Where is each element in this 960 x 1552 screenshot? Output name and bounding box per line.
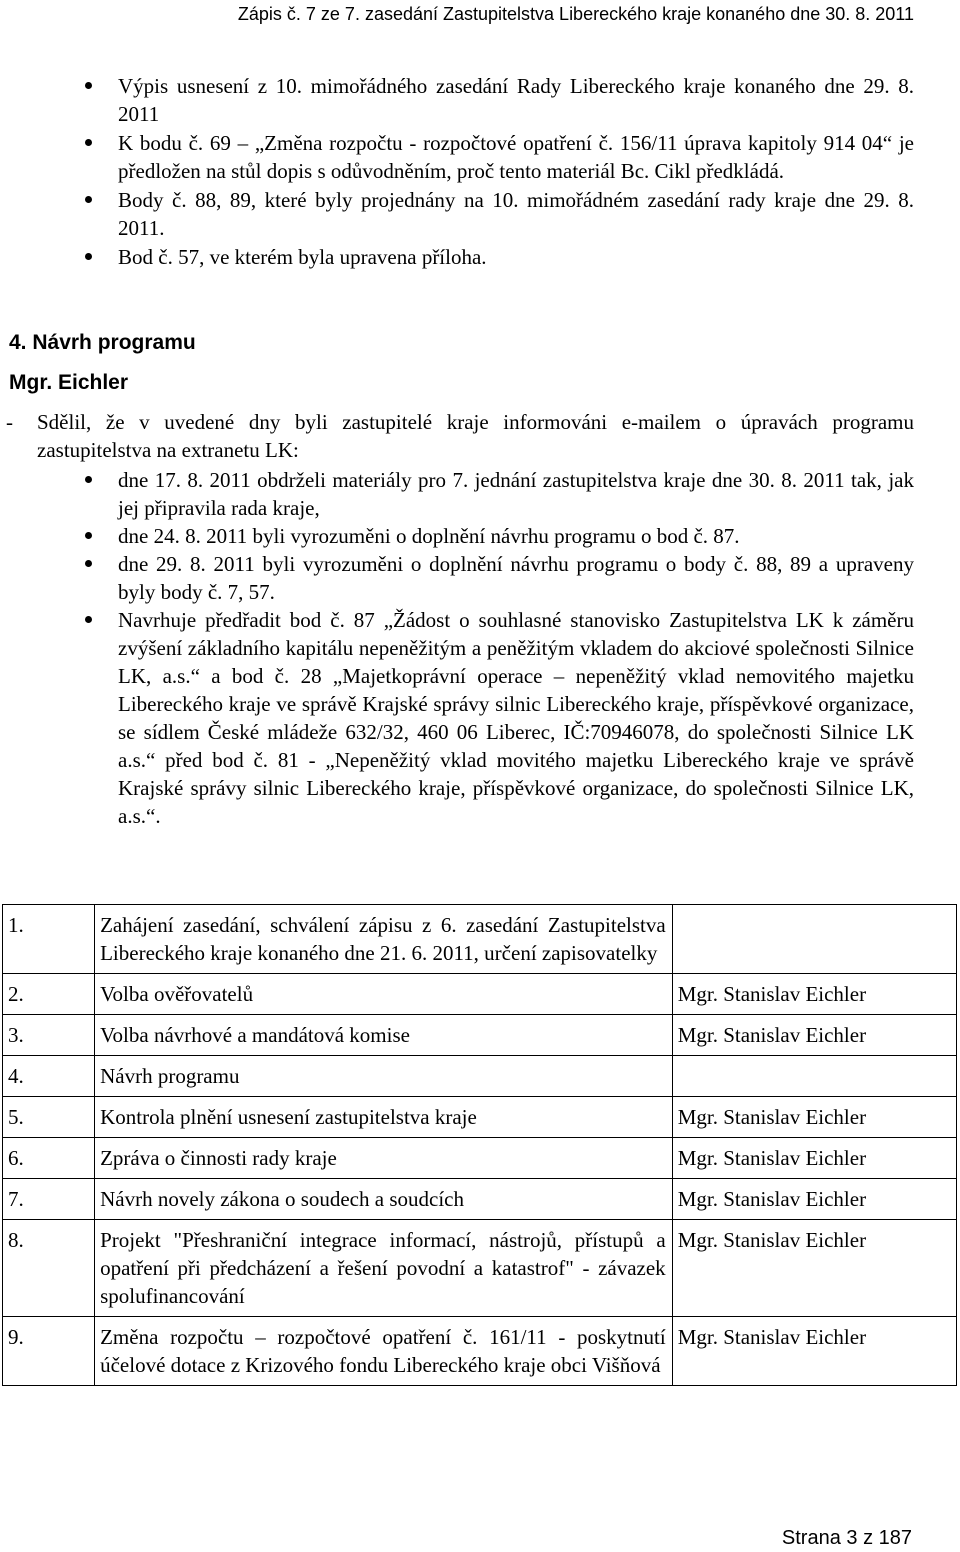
bullet-icon: [85, 616, 92, 623]
dash-text: Sdělil, že v uvedené dny byli zastupitelé kraje informováni e-mailem o úpravách programu zastupitelstva na extranetu LK:: [37, 410, 914, 462]
bullet-icon: [85, 476, 92, 483]
bullet-text: Navrhuje předřadit bod č. 87 „Žádost o souhlasné stanovisko Zastupitelstva LK k záměru zvýšení základního kapitálu nepeněžitým a peněžitým vkladem do akciové společnosti Silnice LK, a.s.“ a bod č. 28 „Majetkoprávní operace – nepeněžitý vklad nemovitého majetku Libereckého kraje ve správě Krajské správy silnic Libereckého kraje, příspěvkové organizace, se sídlem České mládeže 632/32, 460 06 Liberec, IČ:70946078, do společnosti Silnice LK a.s.“ před bod č. 81 - „Nepeněžitý vklad movitého majetku Libereckého kraje ve správě Krajské správy silnic Libereckého kraje, příspěvkové organizace, do společnosti Silnice LK, a.s.“.: [118, 608, 914, 828]
item-presenter: Mgr. Stanislav Eichler: [672, 974, 956, 1015]
item-presenter: Mgr. Stanislav Eichler: [672, 1097, 956, 1138]
table-row: [3, 1015, 957, 1056]
item-number: 7.: [3, 1179, 95, 1220]
item-title: Projekt "Přeshraniční integrace informací, nástrojů, přístupů a opatření při předcházení a řešení povodní a katastrof" - závazek spolufinancování: [95, 1220, 673, 1317]
item-number: 2.: [3, 974, 95, 1015]
list-item: [118, 550, 914, 606]
item-number: 5.: [3, 1097, 95, 1138]
item-title: Návrh programu: [95, 1056, 673, 1097]
bullet-text: dne 24. 8. 2011 byli vyrozuměni o doplnění návrhu programu o bod č. 87.: [118, 524, 740, 548]
page-number: Strana 3 z 187: [781, 1527, 912, 1549]
program-table: [2, 904, 957, 1386]
list-item: [118, 606, 914, 830]
item-presenter: Mgr. Stanislav Eichler: [672, 1015, 956, 1056]
item-title: Zpráva o činnosti rady kraje: [95, 1138, 673, 1179]
item-number: 6.: [3, 1138, 95, 1179]
item-number: 4.: [3, 1056, 95, 1097]
item-presenter: [672, 1056, 956, 1097]
section-title: 4. Návrh programu: [9, 331, 196, 354]
bullet-text: dne 17. 8. 2011 obdrželi materiály pro 7. jednání zastupitelstva kraje dne 30. 8. 2011 tak, jak jej připravila rada kraje,: [118, 468, 914, 520]
list-item: [118, 466, 914, 522]
table-row: [3, 1056, 957, 1097]
item-title: Zahájení zasedání, schválení zápisu z 6. zasedání Zastupitelstva Libereckého kraje konaného dne 21. 6. 2011, určení zapisovatelky: [95, 905, 673, 974]
dash-paragraph: [6, 408, 914, 464]
table-row: [3, 905, 957, 974]
item-presenter: Mgr. Stanislav Eichler: [672, 1220, 956, 1317]
item-title: Kontrola plnění usnesení zastupitelstva kraje: [95, 1097, 673, 1138]
list-item: [118, 522, 914, 550]
item-title: Volba ověřovatelů: [95, 974, 673, 1015]
table-row: [3, 1138, 957, 1179]
bullet-icon: [85, 532, 92, 539]
bullet-text: dne 29. 8. 2011 byli vyrozuměni o doplnění návrhu programu o body č. 88, 89 a upraveny byly body č. 7, 57.: [118, 552, 914, 604]
list-item: [118, 72, 914, 128]
dates-bullet-list: [118, 466, 914, 830]
item-number: 1.: [3, 905, 95, 974]
bullet-text: Výpis usnesení z 10. mimořádného zasedání Rady Libereckého kraje konaného dne 29. 8. 2011: [118, 74, 914, 126]
bullet-icon: [85, 139, 92, 146]
table-row: [3, 1220, 957, 1317]
table-row: [3, 1097, 957, 1138]
page-header: Zápis č. 7 ze 7. zasedání Zastupitelstva Libereckého kraje konaného dne 30. 8. 2011: [237, 4, 914, 24]
table-row: [3, 974, 957, 1015]
bullet-text: K bodu č. 69 – „Změna rozpočtu - rozpočtové opatření č. 156/11 úprava kapitoly 914 04“ je předložen na stůl dopis s odůvodněním, proč tento materiál Bc. Cikl předkládá.: [118, 131, 914, 183]
item-presenter: Mgr. Stanislav Eichler: [672, 1179, 956, 1220]
bullet-icon: [85, 196, 92, 203]
item-title: Změna rozpočtu – rozpočtové opatření č. 161/11 - poskytnutí účelové dotace z Krizového fondu Libereckého kraje obci Višňová: [95, 1317, 673, 1386]
bullet-text: Body č. 88, 89, které byly projednány na 10. mimořádném zasedání rady kraje dne 29. 8. 2011.: [118, 188, 914, 240]
item-number: 3.: [3, 1015, 95, 1056]
speaker-name: Mgr. Eichler: [9, 371, 129, 394]
item-number: 8.: [3, 1220, 95, 1317]
bullet-text: Bod č. 57, ve kterém byla upravena příloha.: [118, 245, 487, 269]
item-number: 9.: [3, 1317, 95, 1386]
item-presenter: [672, 905, 956, 974]
table-row: [3, 1317, 957, 1386]
item-presenter: Mgr. Stanislav Eichler: [672, 1317, 956, 1386]
notes-bullet-list: [118, 72, 914, 272]
list-item: [118, 129, 914, 185]
item-title: Návrh novely zákona o soudech a soudcích: [95, 1179, 673, 1220]
dash-icon: -: [6, 410, 13, 434]
list-item: [118, 186, 914, 242]
bullet-icon: [85, 253, 92, 260]
item-presenter: Mgr. Stanislav Eichler: [672, 1138, 956, 1179]
bullet-icon: [85, 82, 92, 89]
table-row: [3, 1179, 957, 1220]
list-item: [118, 243, 914, 271]
item-title: Volba návrhové a mandátová komise: [95, 1015, 673, 1056]
bullet-icon: [85, 560, 92, 567]
